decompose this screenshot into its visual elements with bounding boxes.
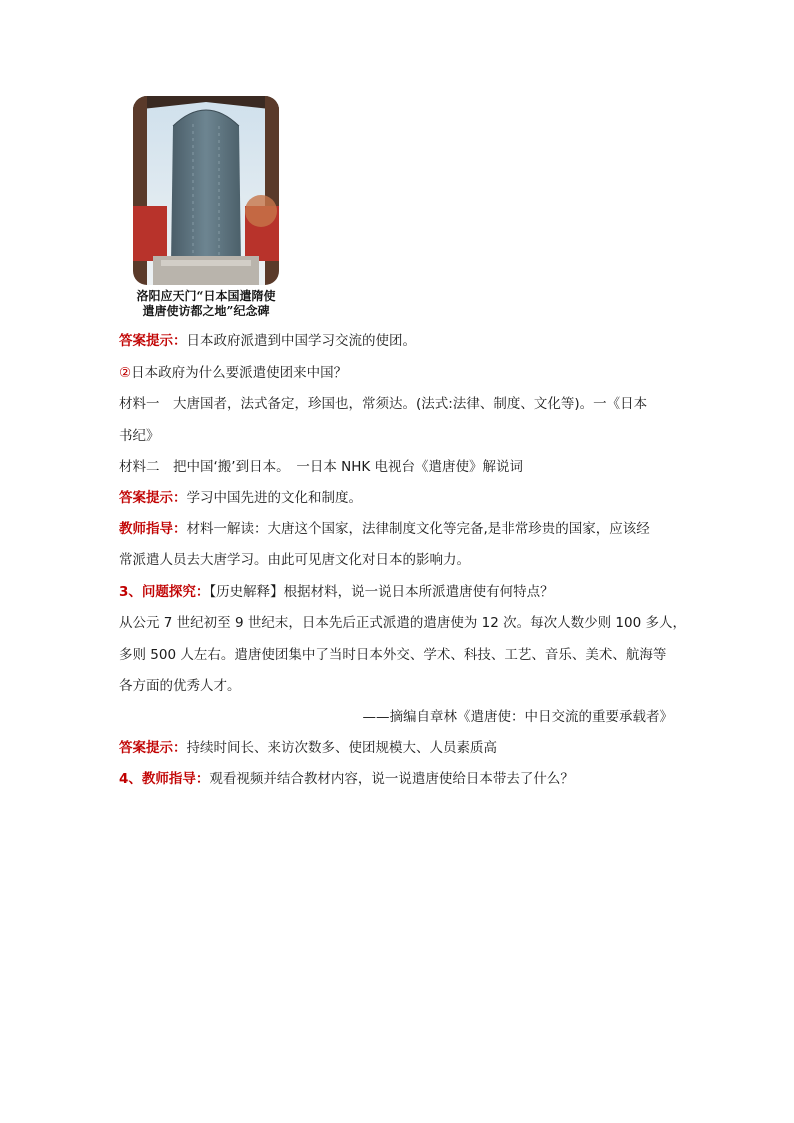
answer-hint-1 [119, 331, 416, 351]
teacher-guidance-1-cont [119, 550, 470, 570]
question-3 [119, 582, 554, 602]
material-3-line-3 [119, 676, 241, 696]
material-2 [119, 457, 523, 477]
teacher-guidance-1 [119, 519, 650, 539]
line-text: 学习中国先进的文化和制度。 [186, 490, 362, 506]
question-2 [119, 363, 347, 383]
line-text: 多则 500 人左右。遣唐使团集中了当时日本外交、学术、科技、工艺、音乐、美术、航海等 [119, 647, 667, 663]
line-text: 常派遣人员去大唐学习。由此可见唐文化对日本的影响力。 [119, 552, 470, 568]
figure-caption [120, 289, 292, 319]
material-1-line-2 [119, 426, 160, 446]
source-citation [363, 707, 674, 727]
line-text: 材料二 把中国‘搬’到日本。 一日本 NHK 电视台《遣唐使》解说词 [119, 459, 524, 475]
line-text: 从公元 7 世纪初至 9 世纪末，日本先后正式派遣的遣唐使为 12 次。每次人数少则 100 多人， [119, 615, 686, 631]
line-text: 日本政府为什么要派遣使团来中国？ [131, 365, 348, 381]
line-text: 材料一 大唐国者，法式备定，珍国也，常须达。(法式:法律、制度、文化等)。一《日本 [119, 396, 648, 412]
line-text: 【历史解释】根据材料，说一说日本所派遣唐使有何特点？ [209, 584, 554, 600]
line-text: 各方面的优秀人才。 [119, 678, 241, 694]
line-label: 答案提示： [119, 333, 187, 349]
material-3-line-2 [119, 645, 666, 665]
line-text: 日本政府派遣到中国学习交流的使团。 [186, 333, 416, 349]
answer-hint-3 [119, 738, 497, 758]
line-label: 答案提示： [119, 490, 187, 506]
line-label: 4、教师指导： [119, 771, 210, 787]
caption-line-1: 洛阳应天门“日本国遣隋使 [136, 289, 276, 303]
material-3-line-1 [119, 613, 686, 633]
material-1-line-1 [119, 394, 647, 414]
line-text: 持续时间长、来访次数多、使团规模大、人员素质高 [186, 740, 497, 756]
line-text: 观看视频并结合教材内容，说一说遣唐使给日本带去了什么？ [209, 771, 574, 787]
line-text: 材料一解读：大唐这个国家，法律制度文化等完备,是非常珍贵的国家，应该经 [186, 521, 650, 537]
memorial-stele-photo [133, 96, 279, 285]
line-label: 答案提示： [119, 740, 187, 756]
caption-line-2: 遣唐使访都之地”纪念碑 [142, 304, 270, 318]
answer-hint-2 [119, 488, 362, 508]
teacher-guidance-4 [119, 769, 574, 789]
line-label: 教师指导： [119, 521, 187, 537]
circled-number-2: ② [119, 365, 132, 381]
line-text: ——摘编自章林《遣唐使：中日交流的重要承载者》 [362, 709, 673, 725]
line-label: 3、问题探究： [119, 584, 210, 600]
stele-image [133, 96, 279, 285]
line-text: 书纪》 [119, 428, 160, 444]
